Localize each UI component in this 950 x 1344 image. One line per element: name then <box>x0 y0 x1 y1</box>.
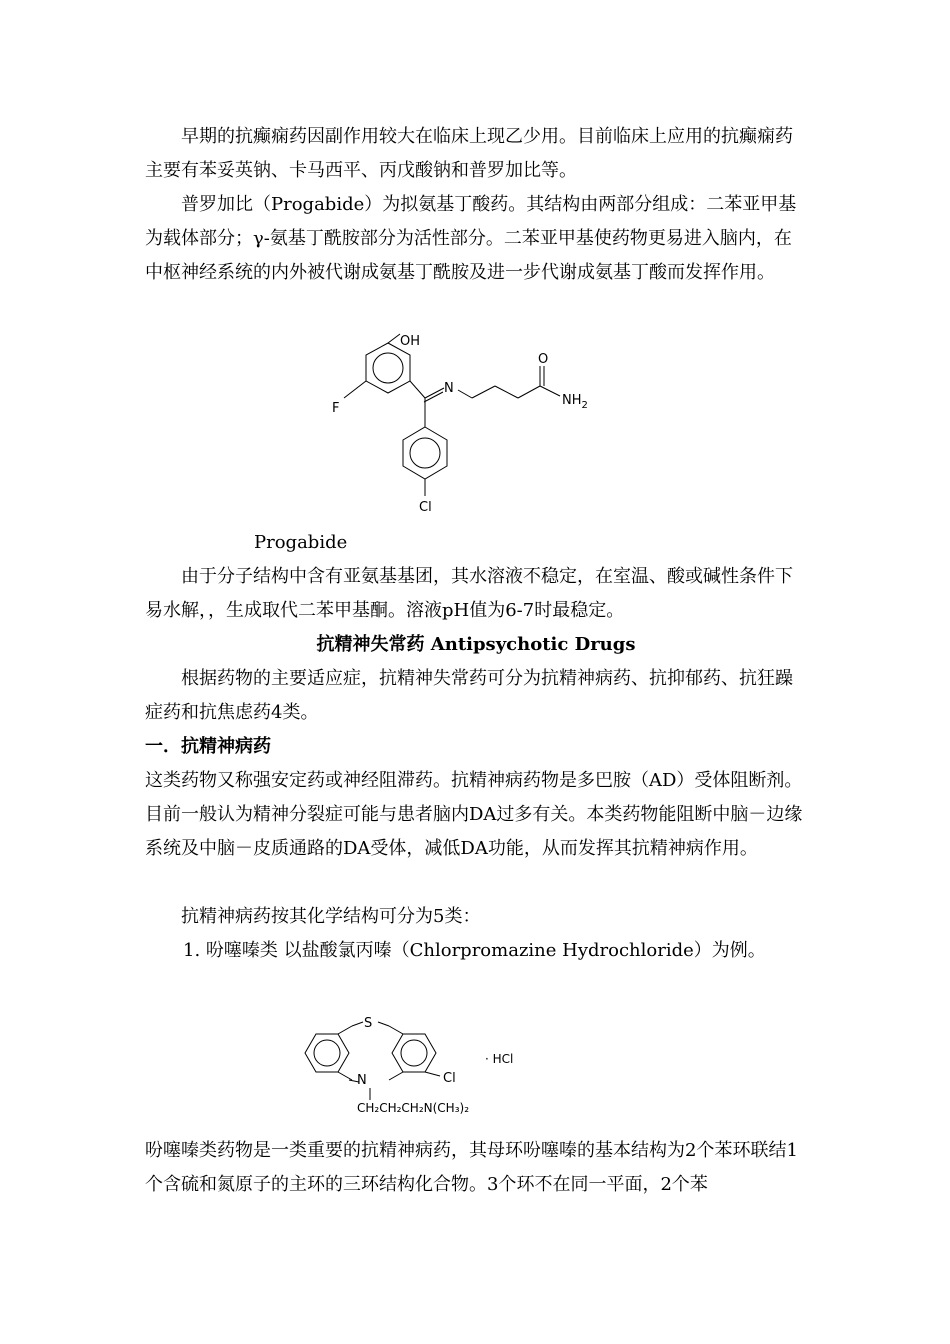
heading-antipsychotics: 一．抗精神病药 <box>145 736 271 757</box>
heading-antipsychotic-drugs: 抗精神失常药 Antipsychotic Drugs <box>316 634 636 655</box>
label-imine-n: N <box>444 381 454 396</box>
paragraph-progabide-stability: 由于分子结构中含有亚氨基基团，其水溶液不稳定，在室温、酸或碱性条件下易水解，，生成取代二苯甲基酮。溶液pH值为6-7时最稳定。 <box>145 566 793 621</box>
paragraph-phenothiazine-structure: 吩噻嗪类药物是一类重要的抗精神病药，其母环吩噻嗪的基本结构为2个苯环联结1个含硫和氮原子的主环的三环结构化合物。3个环不在同一平面，2个苯 <box>145 1140 798 1195</box>
paragraph-progabide-description: 普罗加比（Progabide）为拟氨基丁酸药。其结构由两部分组成：二苯亚甲基为载体部分；γ-氨基丁酰胺部分为活性部分。二苯亚甲基使药物更易进入脑内，在中枢神经系统的内外被代谢成氨基丁酰胺及进一步代谢成氨基丁酸而发挥作用。 <box>145 194 797 283</box>
label-sulfur: S <box>364 1016 373 1031</box>
progabide-structure <box>320 330 620 520</box>
paragraph-classification: 根据药物的主要适应症，抗精神失常药可分为抗精神病药、抗抑郁药、抗狂躁症药和抗焦虑药4类。 <box>145 668 793 723</box>
label-fluorine: F <box>332 401 340 416</box>
label-nitrogen: N <box>357 1073 367 1088</box>
label-carbonyl-o: O <box>538 352 549 367</box>
label-chlorine: Cl <box>443 1071 456 1086</box>
label-side-chain: CH₂CH₂CH₂N(CH₃)₂ <box>357 1101 470 1115</box>
label-nh2: $NH_2$ <box>562 393 588 411</box>
paragraph-antipsychotics-description: 这类药物又称强安定药或神经阻滞药。抗精神病药物是多巴胺（AD）受体阻断剂。目前一般认为精神分裂症可能与患者脑内DA过多有关。本类药物能阻断中脑－边缘系统及中脑－皮质通路的DA受体，减低DA功能，从而发挥其抗精神病作用。 <box>145 770 803 859</box>
paragraph-phenothiazine-example: 1. 吩噻嗪类 以盐酸氯丙嗪（Chlorpromazine Hydrochloride）为例。 <box>183 940 766 961</box>
progabide-caption: Progabide <box>254 532 348 553</box>
chlorpromazine-structure <box>285 1010 525 1125</box>
label-chlorine: Cl <box>419 500 432 515</box>
label-hcl: · HCl <box>485 1052 514 1066</box>
label-oh: OH <box>400 334 421 349</box>
paragraph-antiepileptics-intro: 早期的抗癫痫药因副作用较大在临床上现乙少用。目前临床上应用的抗癫痫药主要有苯妥英钠、卡马西平、丙戊酸钠和普罗加比等。 <box>145 126 793 181</box>
paragraph-five-classes: 抗精神病药按其化学结构可分为5类： <box>181 906 481 927</box>
